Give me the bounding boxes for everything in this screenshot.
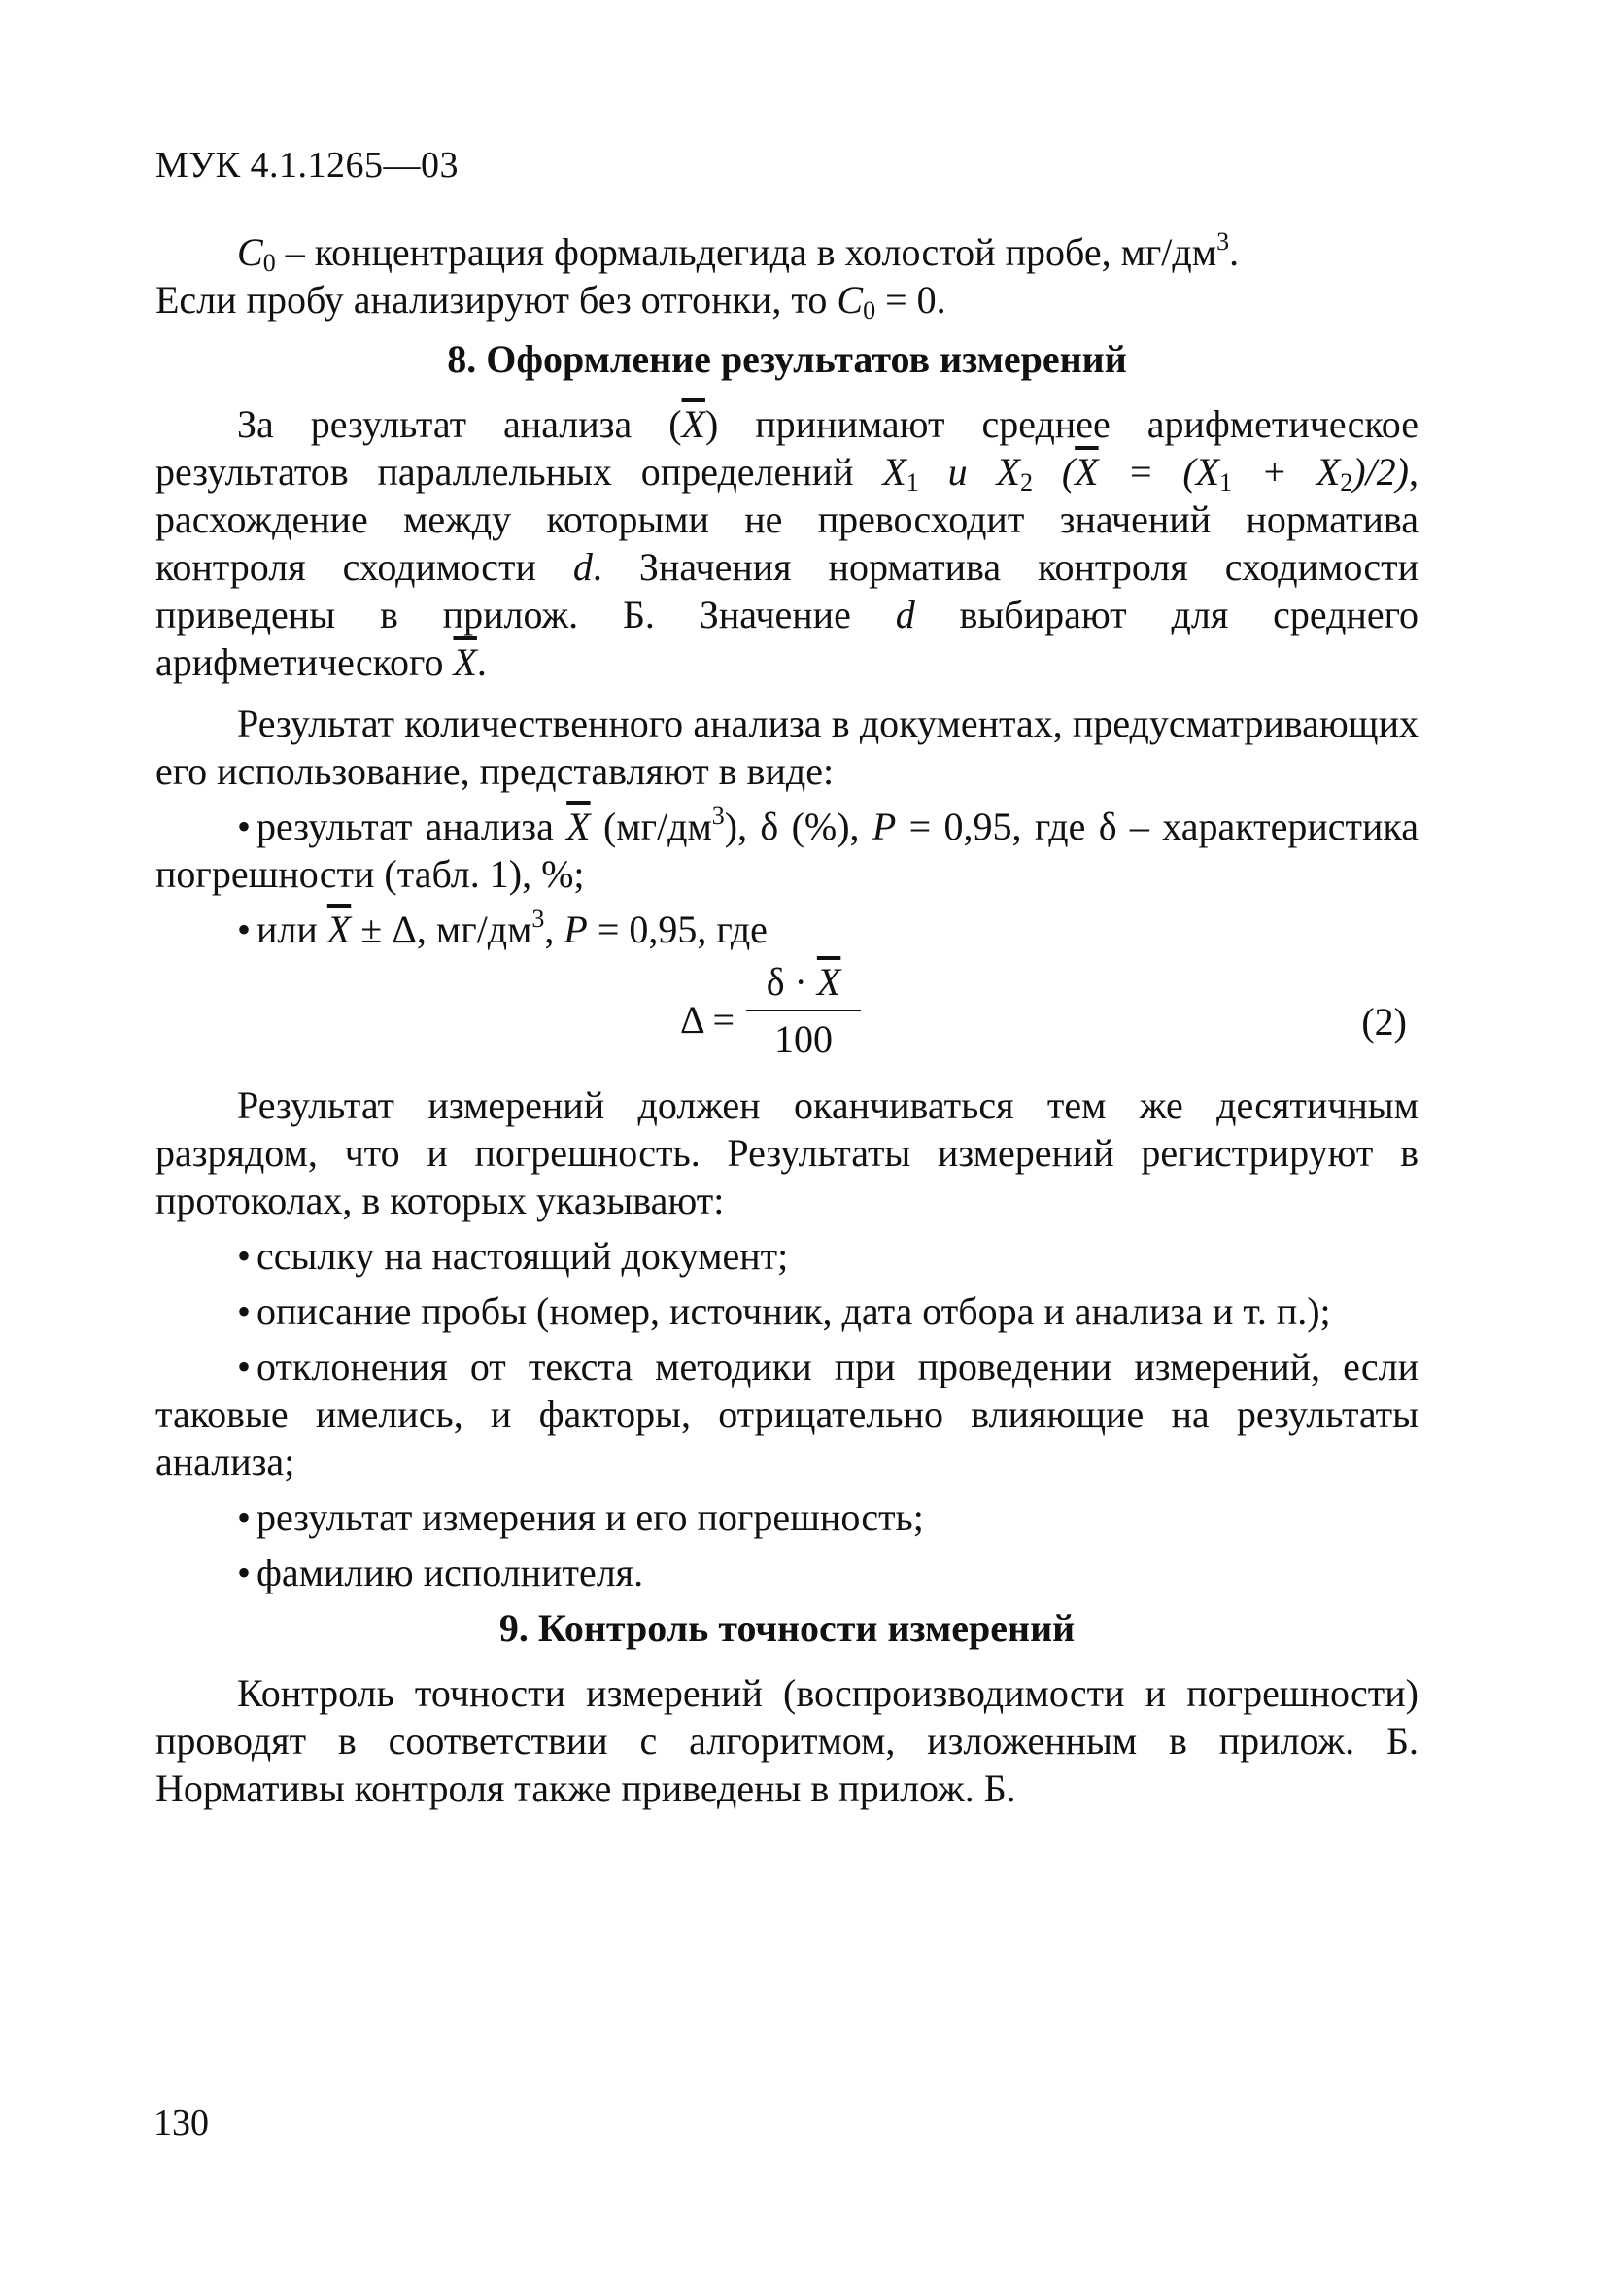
formula-fraction <box>746 957 861 1064</box>
s8-p1-a: За результат анализа ( <box>237 402 682 446</box>
b2-b: ± Δ, мг/дм <box>351 908 532 951</box>
x1-subscript: 1 <box>906 468 919 497</box>
b1-sup: 3 <box>711 802 725 830</box>
c0-subscript: 0 <box>262 249 276 277</box>
bullet-dot-icon: • <box>237 908 252 951</box>
d-symbol-2: d <box>895 593 915 636</box>
b2-c: , <box>544 908 564 951</box>
section-8-paragraph-1 <box>155 400 1419 686</box>
and-word: и <box>918 450 997 494</box>
list-item-text: отклонения от текста методики при проведении измерений, если таковые имелись, и факторы, отрицательно влияющие на результаты анализа; <box>155 1345 1419 1484</box>
eq-open: = ( <box>1098 450 1196 494</box>
page-number: 130 <box>154 2103 209 2143</box>
s8-p1-e: выбирают для среднего арифметического <box>155 593 1419 684</box>
list-item <box>155 1287 1419 1335</box>
formula-lhs: Δ = <box>680 998 735 1042</box>
s8-p1-f: . <box>476 640 487 684</box>
fraction-bar <box>746 1010 861 1011</box>
result-format-bullet-1 <box>155 803 1419 898</box>
list-item-text: результат измерения и его погрешность; <box>256 1495 924 1539</box>
xbar-3: $\overline{X}$ <box>453 640 477 684</box>
c0-definition <box>155 228 1419 324</box>
x2-symbol-2: X <box>1316 450 1341 494</box>
bullet-dot-icon: • <box>237 1234 252 1278</box>
section-8-paragraph-2: Результат количественного анализа в документах, предусматривающих его использование, представляют в виде: <box>155 702 1419 793</box>
paren-open: ( <box>1032 450 1076 494</box>
bullet-dot-icon: • <box>237 1345 252 1388</box>
close-div: )/2) <box>1352 450 1410 494</box>
c0-unit-exponent: 3 <box>1216 227 1230 256</box>
x2-subscript-2: 2 <box>1340 468 1353 497</box>
section-8-paragraph-3: Результат измерений должен оканчиваться тем же десятичным разрядом, что и погрешность. Результаты измерений регистрируют в протоколах, в которых указывают: <box>155 1083 1419 1222</box>
list-item <box>155 1343 1419 1486</box>
page-body <box>155 228 1419 1812</box>
c0-end: . <box>1229 230 1240 274</box>
p-symbol-2: P <box>564 908 588 951</box>
x1-symbol: X <box>882 450 906 494</box>
formula-denominator: 100 <box>774 1017 833 1061</box>
formula-2 <box>155 957 1419 1072</box>
b1-c: ), δ (%), <box>724 805 872 848</box>
c0-text: – концентрация формальдегида в холостой пробе, мг/дм <box>275 230 1217 274</box>
section-9-paragraph-1: Контроль точности измерений (воспроизводимости и погрешности) проводят в соответствии с алгоритмом, изложенным в прилож. Б. Нормативы контроля также приведены в прилож. Б. <box>155 1671 1419 1810</box>
formula-number: (2) <box>1361 1000 1407 1044</box>
x2-symbol: X <box>996 450 1020 494</box>
list-item <box>155 1493 1419 1541</box>
bullet-dot-icon: • <box>237 805 252 848</box>
p-symbol: P <box>872 805 897 848</box>
formula-num-pre: δ · <box>766 960 817 1004</box>
no-distill-symbol: C <box>837 278 864 322</box>
bullet-dot-icon: • <box>237 1289 252 1333</box>
formula-numerator <box>746 957 861 1008</box>
list-item-text: описание пробы (номер, источник, дата отбора и анализа и т. п.); <box>256 1289 1331 1333</box>
x2-subscript: 2 <box>1019 468 1033 497</box>
xbar-2: $\overline{X}$ <box>1075 450 1099 494</box>
running-header: МУК 4.1.1265—03 <box>155 145 460 186</box>
b2-d: = 0,95, где <box>587 908 768 951</box>
x1-subscript-2: 1 <box>1219 468 1233 497</box>
b2-a: или <box>256 908 327 951</box>
no-distill-end: = 0. <box>875 278 946 322</box>
section-8-title: 8. Оформление результатов измерений <box>447 337 1127 381</box>
list-item-text: ссылку на настоящий документ; <box>256 1234 789 1278</box>
xbar-6: $\overline{X}$ <box>816 960 841 1004</box>
b1-a: результат анализа <box>256 805 567 848</box>
xbar-4: $\overline{X}$ <box>566 805 591 848</box>
xbar-1: $\overline{X}$ <box>681 402 705 446</box>
c0-symbol: C <box>237 230 263 274</box>
b2-sup: 3 <box>531 905 545 933</box>
list-item <box>155 1232 1419 1280</box>
x1-symbol-2: X <box>1195 450 1220 494</box>
b1-d: = 0,95, где δ – характеристика погрешности (табл. 1), %; <box>155 805 1419 896</box>
section-9-title: 9. Контроль точности измерений <box>498 1606 1076 1650</box>
b1-b: (мг/дм <box>590 805 712 848</box>
no-distill-subscript: 0 <box>863 296 876 325</box>
no-distill-text: Если пробу анализируют без отгонки, то <box>155 278 838 322</box>
result-format-bullet-2 <box>155 906 1419 953</box>
bullet-dot-icon: • <box>237 1551 252 1594</box>
plus-sign: + <box>1232 450 1316 494</box>
s8-p1-b: ) принимают среднее арифметическое результатов параллельных определений <box>155 402 1419 494</box>
s8-p1-d: . Значения норматива контроля сходимости приведены в прилож. Б. Значение <box>155 545 1419 636</box>
s8-p1-c: , расхождение между которыми не превосходит значений норматива контроля сходимости <box>155 450 1419 589</box>
d-symbol: d <box>572 545 593 589</box>
bullet-dot-icon: • <box>237 1495 252 1539</box>
list-item <box>155 1549 1419 1596</box>
xbar-5: $\overline{X}$ <box>326 908 352 951</box>
list-item-text: фамилию исполнителя. <box>256 1551 644 1594</box>
